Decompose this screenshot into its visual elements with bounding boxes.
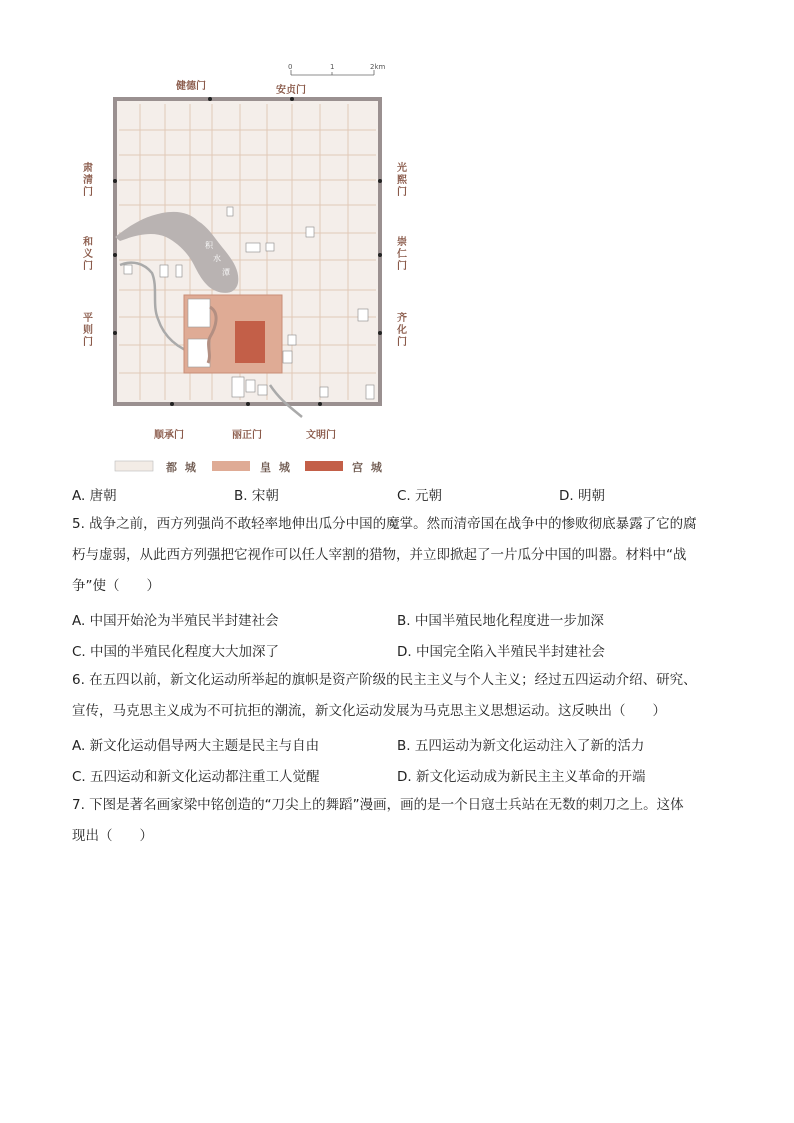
imperial-block [188,299,210,327]
gate-lizheng: 丽正门 [232,430,262,441]
legend-label-palace: 宫 城 [352,461,384,474]
gate-qihua: 齐化门 [397,313,407,348]
q6-option-a: A. 新文化运动倡导两大主题是民主与自由 [72,738,320,754]
q5-option-a: A. 中国开始沦为半殖民半封建社会 [72,613,279,629]
q6-stem [72,665,722,727]
q6-option-b: B. 五四运动为新文化运动注入了新的活力 [397,738,645,754]
gate-jiande: 健德门 [176,81,206,92]
scale-two: 2km [370,63,386,71]
scale-zero: 0 [288,63,293,71]
q4-option-c: C. 元朝 [397,488,443,504]
scale-one: 1 [330,63,335,71]
q5-line-1: 5. 战争之前，西方列强尚不敢轻率地伸出瓜分中国的魔掌。然而清帝国在战争中的惨败彻底暴露了它的腐 [72,516,697,532]
legend-label-capital: 都 城 [166,461,198,474]
legend-swatch-capital [115,461,153,471]
q5-option-d: D. 中国完全陷入半殖民半封建社会 [397,644,605,660]
lake-label-1: 积 [205,241,213,250]
gate-heyi: 和义门 [83,237,93,272]
legend-label-imperial: 皇 城 [260,461,292,474]
gate-anzhen: 安贞门 [276,85,306,96]
q6-line-2: 宣传，马克思主义成为不可抗拒的潮流，新文化运动发展为马克思主义思想运动。这反映出（ ） [72,703,666,719]
q7-line-2: 现出（ ） [72,828,153,844]
map-figure [80,55,420,480]
gate-chongren: 崇仁门 [397,237,407,272]
lake-label-2: 水 [213,254,221,263]
q4-option-a: A. 唐朝 [72,488,117,504]
q6-option-c: C. 五四运动和新文化运动都注重工人觉醒 [72,769,320,785]
gate-pingze: 平则门 [83,313,93,348]
gate-suqing: 肃清门 [83,163,93,198]
gate-shuncheng: 顺承门 [154,430,184,441]
q4-option-b: B. 宋朝 [234,488,279,504]
q7-stem [72,790,722,852]
palace-city [235,321,265,363]
q5-option-b: B. 中国半殖民地化程度进一步加深 [397,613,604,629]
q5-stem [72,509,722,602]
city-map [80,55,420,480]
q7-line-1: 7. 下图是著名画家梁中铭创造的“刀尖上的舞蹈”漫画，画的是一个日寇士兵站在无数的刺刀之上。这体 [72,797,684,813]
gate-guangxi: 光熙门 [397,163,407,198]
legend-swatch-palace [305,461,343,471]
imperial-block [188,339,210,367]
lake-label-3: 潭 [222,268,230,277]
gate-wenming: 文明门 [306,430,336,441]
q4-option-d: D. 明朝 [559,488,605,504]
q5-option-c: C. 中国的半殖民化程度大大加深了 [72,644,280,660]
q5-line-3: 争”使（ ） [72,578,160,594]
q5-line-2: 朽与虚弱，从此西方列强把它视作可以任人宰割的猎物，并立即掀起了一片瓜分中国的叫嚣。材料中“战 [72,547,687,563]
q6-line-1: 6. 在五四以前，新文化运动所举起的旗帜是资产阶级的民主主义与个人主义；经过五四运动介绍、研究、 [72,672,697,688]
legend-swatch-imperial [212,461,250,471]
q6-option-d: D. 新文化运动成为新民主主义革命的开端 [397,769,646,785]
